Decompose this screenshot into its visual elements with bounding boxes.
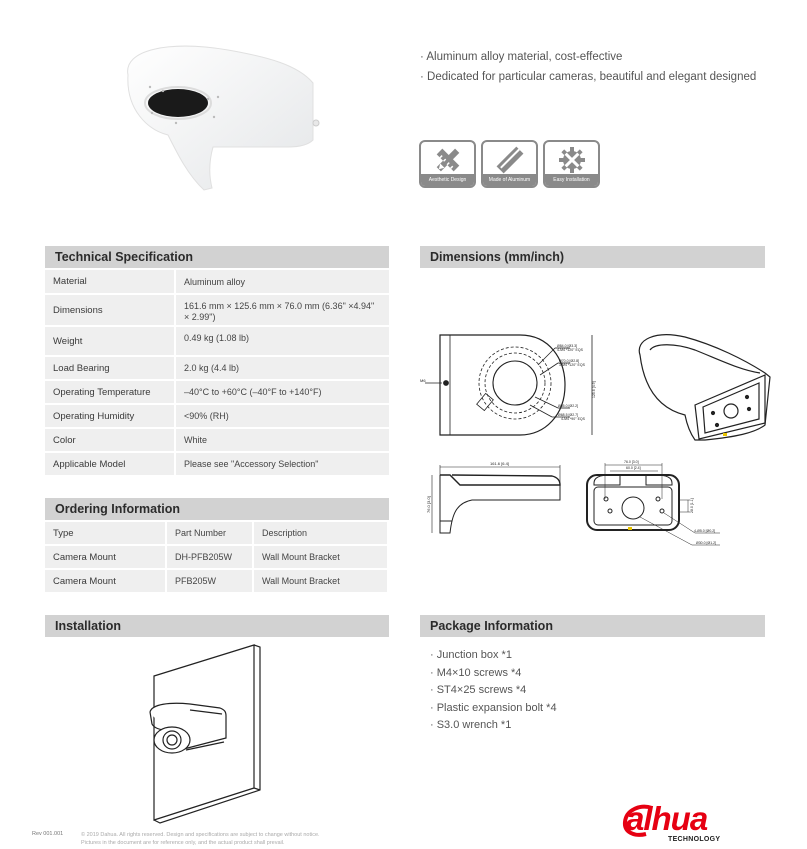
table-row [45,270,389,293]
table-row [45,381,389,403]
feature-badge-easy-installation [543,140,600,188]
section-header-technical-specification: Technical Specification [45,246,389,268]
package-item: · S3.0 wrench *1 [430,719,512,731]
dahua-logo [622,800,757,845]
dimension-drawing-back-view [580,455,740,555]
table-row [45,295,389,325]
copyright-line: © 2019 Dahua. All rights reserved. Design and specifications are subject to change without notice. [81,832,320,838]
cell-type: Camera Mount [45,570,165,592]
package-item: · Plastic expansion bolt *4 [430,701,557,714]
product-photo [108,35,333,195]
table-row [45,357,389,379]
svg-text:161.6 [6.4]: 161.6 [6.4] [490,461,509,466]
table-row [45,405,389,427]
svg-text:60.0 [2.4]: 60.0 [2.4] [626,466,641,470]
spec-key: Applicable Model [45,453,174,475]
spec-value: 2.0 kg (4.4 lb) [176,357,389,379]
svg-text:125.6 [4.9]: 125.6 [4.9] [592,381,596,398]
column-header: Description [254,522,387,544]
svg-text:4-Ø5.0 [Ø0.2]: 4-Ø5.0 [Ø0.2] [694,529,716,533]
table-row [45,327,389,355]
installation-illustration [140,640,270,825]
svg-text:3-M4 *120° EQS: 3-M4 *120° EQS [559,363,585,367]
svg-text:28.0 [1.1]: 28.0 [1.1] [690,498,694,513]
spec-key: Weight [45,327,174,355]
spec-key: Dimensions [45,295,174,325]
section-header-package-information: Package Information [420,615,765,637]
spec-value: –40°C to +60°C (–40°F to +140°F) [176,381,389,403]
spec-key: Color [45,429,174,451]
feature-badge-made-of-aluminum [481,140,538,188]
spec-value: Aluminum alloy [176,270,389,293]
cell-type: Camera Mount [45,546,165,568]
logo-subtitle: TECHNOLOGY [668,836,721,843]
pencil-ruler-icon [421,145,474,175]
cell-description: Wall Mount Bracket [254,570,387,592]
tech-spec-table [45,268,389,475]
spec-value: <90% (RH) [176,405,389,427]
dimension-drawing-top-view [420,320,600,440]
gear-wrench-icon [545,145,598,175]
table-row [45,546,387,568]
spec-value: 0.49 kg (1.08 lb) [176,327,389,355]
cell-part-number: PFB205W [167,570,252,592]
package-list [430,647,557,735]
svg-text:Ø70.0 [Ø2.8]: Ø70.0 [Ø2.8] [559,359,580,363]
svg-text:4-M4 *120° EQS: 4-M4 *120° EQS [557,348,583,352]
table-row [45,570,387,592]
dimension-drawing-isometric [625,315,775,445]
spec-key: Operating Humidity [45,405,174,427]
column-header: Type [45,522,165,544]
feature-badge-label: Aesthetic Design [421,174,474,186]
feature-list [420,47,800,87]
feature-item: · Aluminum alloy material, cost-effective [420,51,623,63]
ordering-table [45,520,387,592]
feature-badge-label: Easy Installation [545,174,598,186]
spec-key: Material [45,270,174,293]
cell-part-number: DH-PFB205W [167,546,252,568]
spec-value: Please see "Accessory Selection" [176,453,389,475]
spec-key: Load Bearing [45,357,174,379]
copyright-notice [81,831,320,847]
svg-text:4-M4 *90° EQS: 4-M4 *90° EQS [561,417,585,421]
svg-text:Ø55.0 [Ø2.2]: Ø55.0 [Ø2.2] [558,404,579,408]
cell-description: Wall Mount Bracket [254,546,387,568]
copyright-line: Pictures in the document are for reference only, and the actual product shall prevail. [81,840,285,846]
aluminum-bar-icon [483,145,536,175]
spec-key: Operating Temperature [45,381,174,403]
svg-text:Ø84.0 [Ø3.3]: Ø84.0 [Ø3.3] [557,344,578,348]
package-item: · Junction box *1 [430,649,512,661]
table-header-row [45,522,387,544]
revision-number: Rev 001.001 [32,831,64,837]
svg-text:76.0 [3.0]: 76.0 [3.0] [624,460,639,464]
table-row [45,429,389,451]
svg-text:76.0 [3.0]: 76.0 [3.0] [426,496,431,513]
section-header-ordering-information: Ordering Information [45,498,389,520]
dimension-drawing-side-view [420,455,580,545]
feature-badge-label: Made of Aluminum [483,174,536,186]
spec-value: White [176,429,389,451]
feature-icons [419,140,600,188]
logo-wordmark: alhua [626,800,708,837]
svg-text:M6: M6 [420,378,426,383]
spec-value: 161.6 mm × 125.6 mm × 76.0 mm (6.36" ×4.94" × 2.99") [176,295,389,325]
svg-text:Ø30.0 [Ø1.2]: Ø30.0 [Ø1.2] [696,541,717,545]
feature-item: · Dedicated for particular cameras, beautiful and elegant designed [420,71,757,83]
section-header-installation: Installation [45,615,389,637]
section-header-dimensions: Dimensions (mm/inch) [420,246,765,268]
column-header: Part Number [167,522,252,544]
feature-badge-aesthetic-design [419,140,476,188]
package-item: · M4×10 screws *4 [430,666,522,679]
package-item: · ST4×25 screws *4 [430,684,527,696]
svg-text:Ø68.5 [Ø2.7]: Ø68.5 [Ø2.7] [558,413,579,417]
table-row [45,453,389,475]
